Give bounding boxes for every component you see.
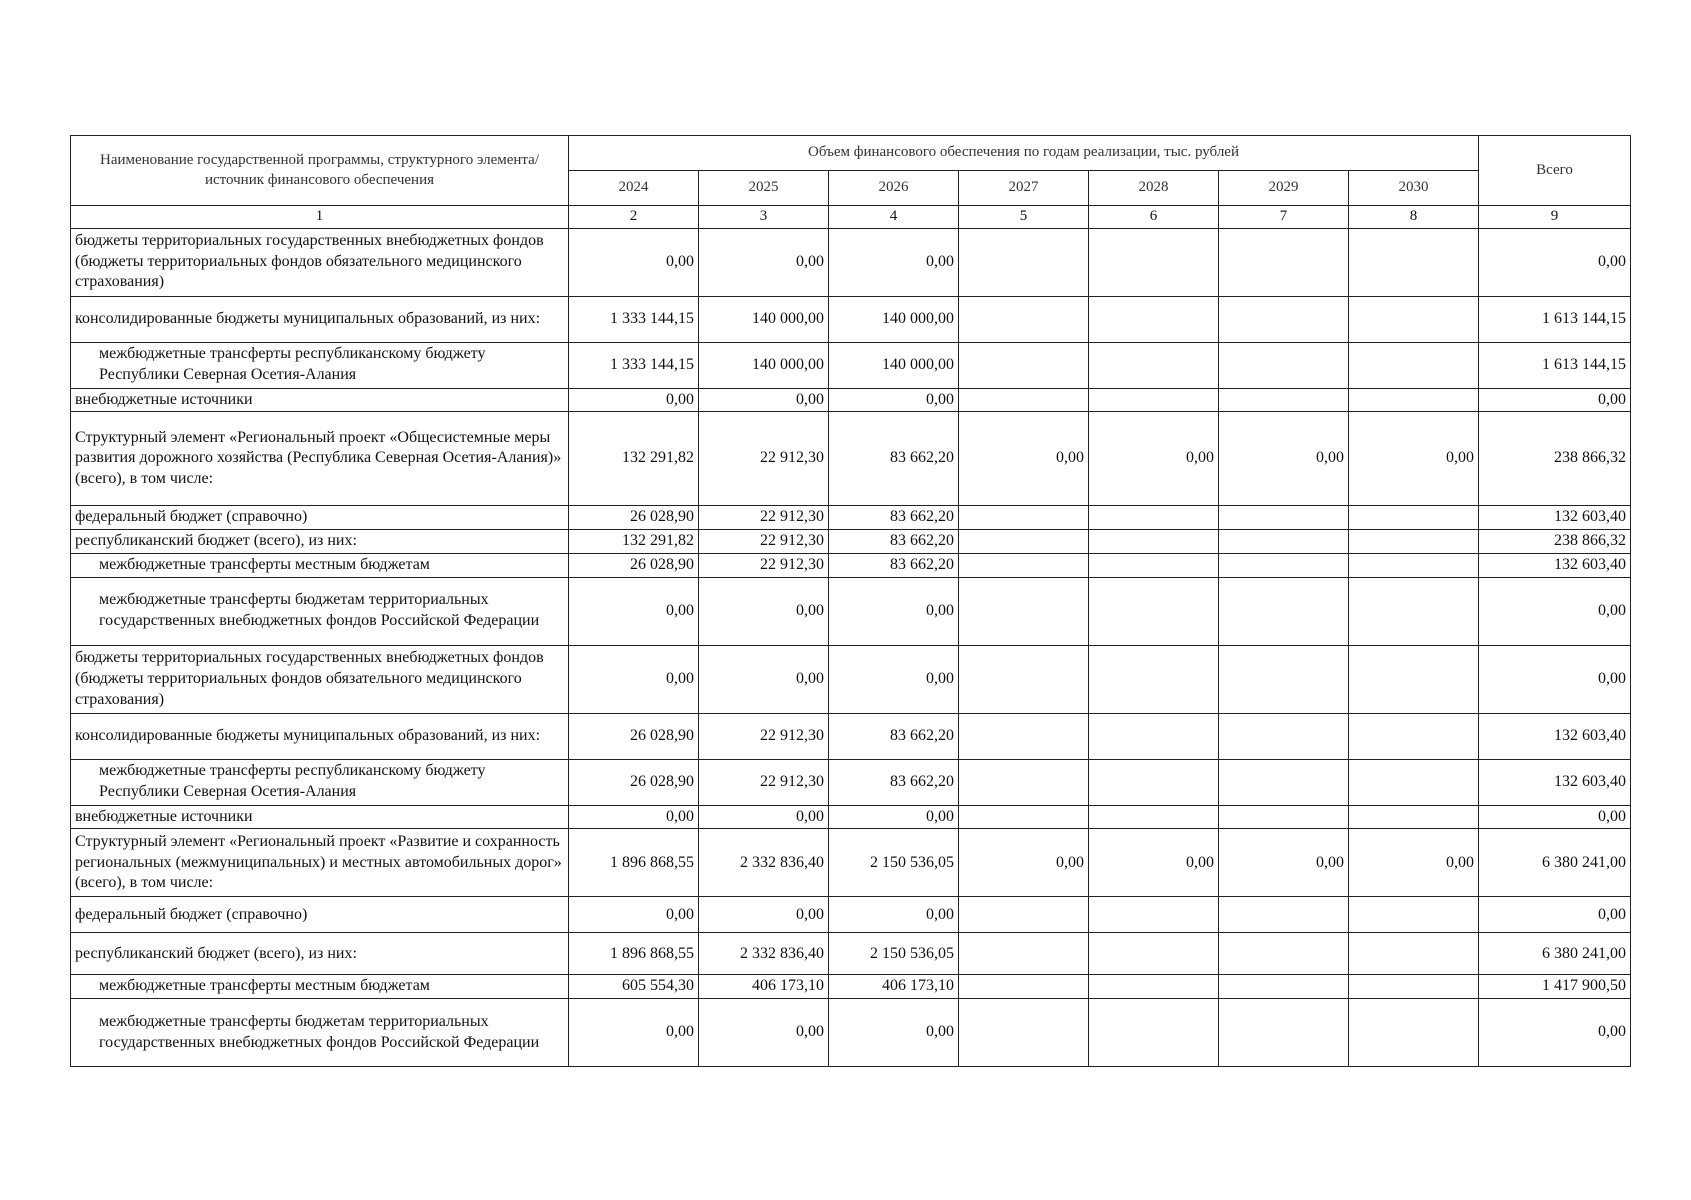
year-header: 2028 [1089, 171, 1219, 206]
table-body [71, 228, 1631, 1067]
value-cell: 0,00 [1089, 412, 1219, 506]
row-label: межбюджетные трансферты бюджетам территориальных государственных внебюджетных фондов Российской Федерации [71, 577, 569, 645]
value-cell: 0,00 [829, 645, 959, 713]
value-cell [1219, 933, 1349, 975]
column-index: 8 [1349, 206, 1479, 229]
value-cell [959, 897, 1089, 933]
year-header: 2027 [959, 171, 1089, 206]
table-row [71, 506, 1631, 530]
value-cell [1349, 577, 1479, 645]
value-cell: 0,00 [699, 228, 829, 296]
table-row [71, 713, 1631, 759]
value-cell [959, 577, 1089, 645]
total-cell: 0,00 [1479, 999, 1631, 1067]
value-cell: 605 554,30 [569, 975, 699, 999]
row-label: межбюджетные трансферты республиканскому бюджету Республики Северная Осетия-Алания [71, 342, 569, 388]
value-cell [959, 553, 1089, 577]
value-cell [959, 388, 1089, 412]
value-cell: 83 662,20 [829, 759, 959, 805]
value-cell [1349, 805, 1479, 829]
value-cell [1089, 506, 1219, 530]
value-cell [1219, 805, 1349, 829]
value-cell: 406 173,10 [699, 975, 829, 999]
value-cell [1089, 553, 1219, 577]
value-cell [1219, 506, 1349, 530]
financing-table [70, 135, 1631, 1067]
value-cell: 0,00 [569, 577, 699, 645]
table-row [71, 829, 1631, 897]
total-cell: 6 380 241,00 [1479, 829, 1631, 897]
value-cell: 83 662,20 [829, 506, 959, 530]
column-index: 6 [1089, 206, 1219, 229]
value-cell [959, 506, 1089, 530]
total-cell: 0,00 [1479, 805, 1631, 829]
value-cell: 0,00 [1089, 829, 1219, 897]
column-index: 5 [959, 206, 1089, 229]
value-cell [1349, 713, 1479, 759]
total-cell: 0,00 [1479, 577, 1631, 645]
value-cell [1219, 975, 1349, 999]
column-index: 2 [569, 206, 699, 229]
total-cell: 6 380 241,00 [1479, 933, 1631, 975]
value-cell: 2 332 836,40 [699, 829, 829, 897]
value-cell [1349, 553, 1479, 577]
value-cell: 26 028,90 [569, 759, 699, 805]
table-row [71, 342, 1631, 388]
value-cell: 0,00 [699, 805, 829, 829]
value-cell [1349, 342, 1479, 388]
total-cell: 1 613 144,15 [1479, 342, 1631, 388]
value-cell [1089, 999, 1219, 1067]
year-header: 2024 [569, 171, 699, 206]
value-cell [1219, 645, 1349, 713]
total-cell: 0,00 [1479, 388, 1631, 412]
value-cell [1349, 999, 1479, 1067]
value-cell: 1 896 868,55 [569, 829, 699, 897]
value-cell [1349, 933, 1479, 975]
table-row [71, 975, 1631, 999]
value-cell: 0,00 [699, 897, 829, 933]
header-row-1 [71, 136, 1631, 171]
value-cell [1219, 553, 1349, 577]
table-row [71, 805, 1631, 829]
total-cell: 238 866,32 [1479, 412, 1631, 506]
value-cell: 0,00 [699, 999, 829, 1067]
value-cell [1089, 975, 1219, 999]
value-cell: 2 332 836,40 [699, 933, 829, 975]
value-cell: 0,00 [569, 388, 699, 412]
row-label: республиканский бюджет (всего), из них: [71, 933, 569, 975]
value-cell [1349, 506, 1479, 530]
value-cell [1089, 897, 1219, 933]
column-index: 4 [829, 206, 959, 229]
value-cell: 26 028,90 [569, 506, 699, 530]
table-row [71, 388, 1631, 412]
total-cell: 132 603,40 [1479, 713, 1631, 759]
value-cell: 0,00 [569, 228, 699, 296]
table-row [71, 897, 1631, 933]
value-cell: 0,00 [699, 577, 829, 645]
volume-caption-header: Объем финансового обеспечения по годам реализации, тыс. рублей [569, 136, 1479, 171]
value-cell [959, 342, 1089, 388]
row-label: консолидированные бюджеты муниципальных образований, из них: [71, 296, 569, 342]
value-cell: 140 000,00 [829, 296, 959, 342]
value-cell [1349, 645, 1479, 713]
value-cell: 22 912,30 [699, 412, 829, 506]
value-cell [1089, 530, 1219, 554]
value-cell [1349, 388, 1479, 412]
value-cell: 22 912,30 [699, 713, 829, 759]
value-cell [959, 296, 1089, 342]
value-cell: 1 333 144,15 [569, 296, 699, 342]
value-cell: 2 150 536,05 [829, 933, 959, 975]
row-label: бюджеты территориальных государственных внебюджетных фондов (бюджеты территориальных фондов обязательного медицинского страхования) [71, 228, 569, 296]
value-cell [1349, 228, 1479, 296]
value-cell [959, 530, 1089, 554]
value-cell [1089, 645, 1219, 713]
value-cell: 26 028,90 [569, 553, 699, 577]
table-row [71, 412, 1631, 506]
total-cell: 0,00 [1479, 228, 1631, 296]
year-header: 2026 [829, 171, 959, 206]
value-cell: 0,00 [569, 999, 699, 1067]
value-cell [959, 975, 1089, 999]
total-cell: 132 603,40 [1479, 506, 1631, 530]
value-cell [1219, 530, 1349, 554]
value-cell: 0,00 [569, 897, 699, 933]
value-cell [959, 759, 1089, 805]
value-cell [959, 999, 1089, 1067]
column-index-row [71, 206, 1631, 229]
value-cell: 0,00 [1219, 412, 1349, 506]
total-cell: 132 603,40 [1479, 553, 1631, 577]
value-cell [1219, 713, 1349, 759]
value-cell: 0,00 [829, 805, 959, 829]
row-label: федеральный бюджет (справочно) [71, 897, 569, 933]
value-cell: 1 896 868,55 [569, 933, 699, 975]
year-header: 2029 [1219, 171, 1349, 206]
value-cell [1349, 530, 1479, 554]
value-cell: 22 912,30 [699, 553, 829, 577]
total-cell: 1 417 900,50 [1479, 975, 1631, 999]
value-cell: 0,00 [829, 228, 959, 296]
row-label: Структурный элемент «Региональный проект «Общесистемные меры развития дорожного хозяйства (Республика Северная Осетия-Алания)» (всего), в том числе: [71, 412, 569, 506]
total-cell: 1 613 144,15 [1479, 296, 1631, 342]
value-cell: 0,00 [1349, 412, 1479, 506]
row-label: межбюджетные трансферты бюджетам территориальных государственных внебюджетных фондов Российской Федерации [71, 999, 569, 1067]
table-row [71, 296, 1631, 342]
value-cell: 0,00 [959, 829, 1089, 897]
value-cell [1089, 296, 1219, 342]
value-cell: 22 912,30 [699, 506, 829, 530]
value-cell [1219, 577, 1349, 645]
value-cell [1089, 759, 1219, 805]
column-index: 9 [1479, 206, 1631, 229]
table-row [71, 645, 1631, 713]
year-header: 2025 [699, 171, 829, 206]
column-index: 1 [71, 206, 569, 229]
value-cell: 0,00 [569, 645, 699, 713]
value-cell [959, 933, 1089, 975]
table-row [71, 530, 1631, 554]
value-cell [959, 228, 1089, 296]
row-label: межбюджетные трансферты местным бюджетам [71, 553, 569, 577]
table-row [71, 759, 1631, 805]
total-cell: 238 866,32 [1479, 530, 1631, 554]
value-cell [959, 805, 1089, 829]
value-cell: 140 000,00 [829, 342, 959, 388]
value-cell: 0,00 [829, 577, 959, 645]
value-cell: 2 150 536,05 [829, 829, 959, 897]
value-cell [1349, 897, 1479, 933]
row-label: республиканский бюджет (всего), из них: [71, 530, 569, 554]
value-cell [1219, 342, 1349, 388]
value-cell [1089, 228, 1219, 296]
value-cell [1219, 228, 1349, 296]
value-cell: 0,00 [569, 805, 699, 829]
value-cell: 132 291,82 [569, 530, 699, 554]
table-row [71, 228, 1631, 296]
value-cell [1089, 713, 1219, 759]
total-cell: 0,00 [1479, 645, 1631, 713]
value-cell: 83 662,20 [829, 412, 959, 506]
value-cell [1219, 296, 1349, 342]
value-cell: 83 662,20 [829, 530, 959, 554]
row-label: бюджеты территориальных государственных внебюджетных фондов (бюджеты территориальных фондов обязательного медицинского страхования) [71, 645, 569, 713]
total-column-header: Всего [1479, 136, 1631, 206]
row-label: межбюджетные трансферты республиканскому бюджету Республики Северная Осетия-Алания [71, 759, 569, 805]
value-cell: 140 000,00 [699, 342, 829, 388]
value-cell: 83 662,20 [829, 553, 959, 577]
column-index: 7 [1219, 206, 1349, 229]
value-cell: 132 291,82 [569, 412, 699, 506]
total-cell: 132 603,40 [1479, 759, 1631, 805]
total-cell: 0,00 [1479, 897, 1631, 933]
row-label: консолидированные бюджеты муниципальных образований, из них: [71, 713, 569, 759]
value-cell: 0,00 [959, 412, 1089, 506]
column-index: 3 [699, 206, 829, 229]
value-cell: 26 028,90 [569, 713, 699, 759]
value-cell [1349, 975, 1479, 999]
value-cell: 0,00 [1349, 829, 1479, 897]
value-cell [1089, 577, 1219, 645]
row-label: Структурный элемент «Региональный проект «Развитие и сохранность региональных (межмуниципальных) и местных автомобильных дорог» (всего), в том числе: [71, 829, 569, 897]
row-label: внебюджетные источники [71, 388, 569, 412]
value-cell [1089, 342, 1219, 388]
year-header: 2030 [1349, 171, 1479, 206]
row-label: внебюджетные источники [71, 805, 569, 829]
name-column-header: Наименование государственной программы, структурного элемента/источник финансового обеспечения [71, 136, 569, 206]
value-cell: 0,00 [1219, 829, 1349, 897]
value-cell [1089, 805, 1219, 829]
value-cell [1219, 897, 1349, 933]
value-cell [959, 713, 1089, 759]
value-cell [1219, 999, 1349, 1067]
row-label: федеральный бюджет (справочно) [71, 506, 569, 530]
value-cell [1349, 296, 1479, 342]
value-cell [1219, 388, 1349, 412]
value-cell: 22 912,30 [699, 530, 829, 554]
value-cell: 83 662,20 [829, 713, 959, 759]
value-cell [1089, 388, 1219, 412]
value-cell: 0,00 [829, 897, 959, 933]
value-cell: 0,00 [829, 388, 959, 412]
value-cell: 0,00 [699, 645, 829, 713]
value-cell: 0,00 [829, 999, 959, 1067]
row-label: межбюджетные трансферты местным бюджетам [71, 975, 569, 999]
table-row [71, 999, 1631, 1067]
value-cell [1349, 759, 1479, 805]
table-row [71, 577, 1631, 645]
value-cell: 1 333 144,15 [569, 342, 699, 388]
value-cell: 140 000,00 [699, 296, 829, 342]
value-cell [1089, 933, 1219, 975]
value-cell: 406 173,10 [829, 975, 959, 999]
value-cell: 22 912,30 [699, 759, 829, 805]
table-row [71, 553, 1631, 577]
value-cell [1219, 759, 1349, 805]
value-cell [959, 645, 1089, 713]
table-row [71, 933, 1631, 975]
value-cell: 0,00 [699, 388, 829, 412]
